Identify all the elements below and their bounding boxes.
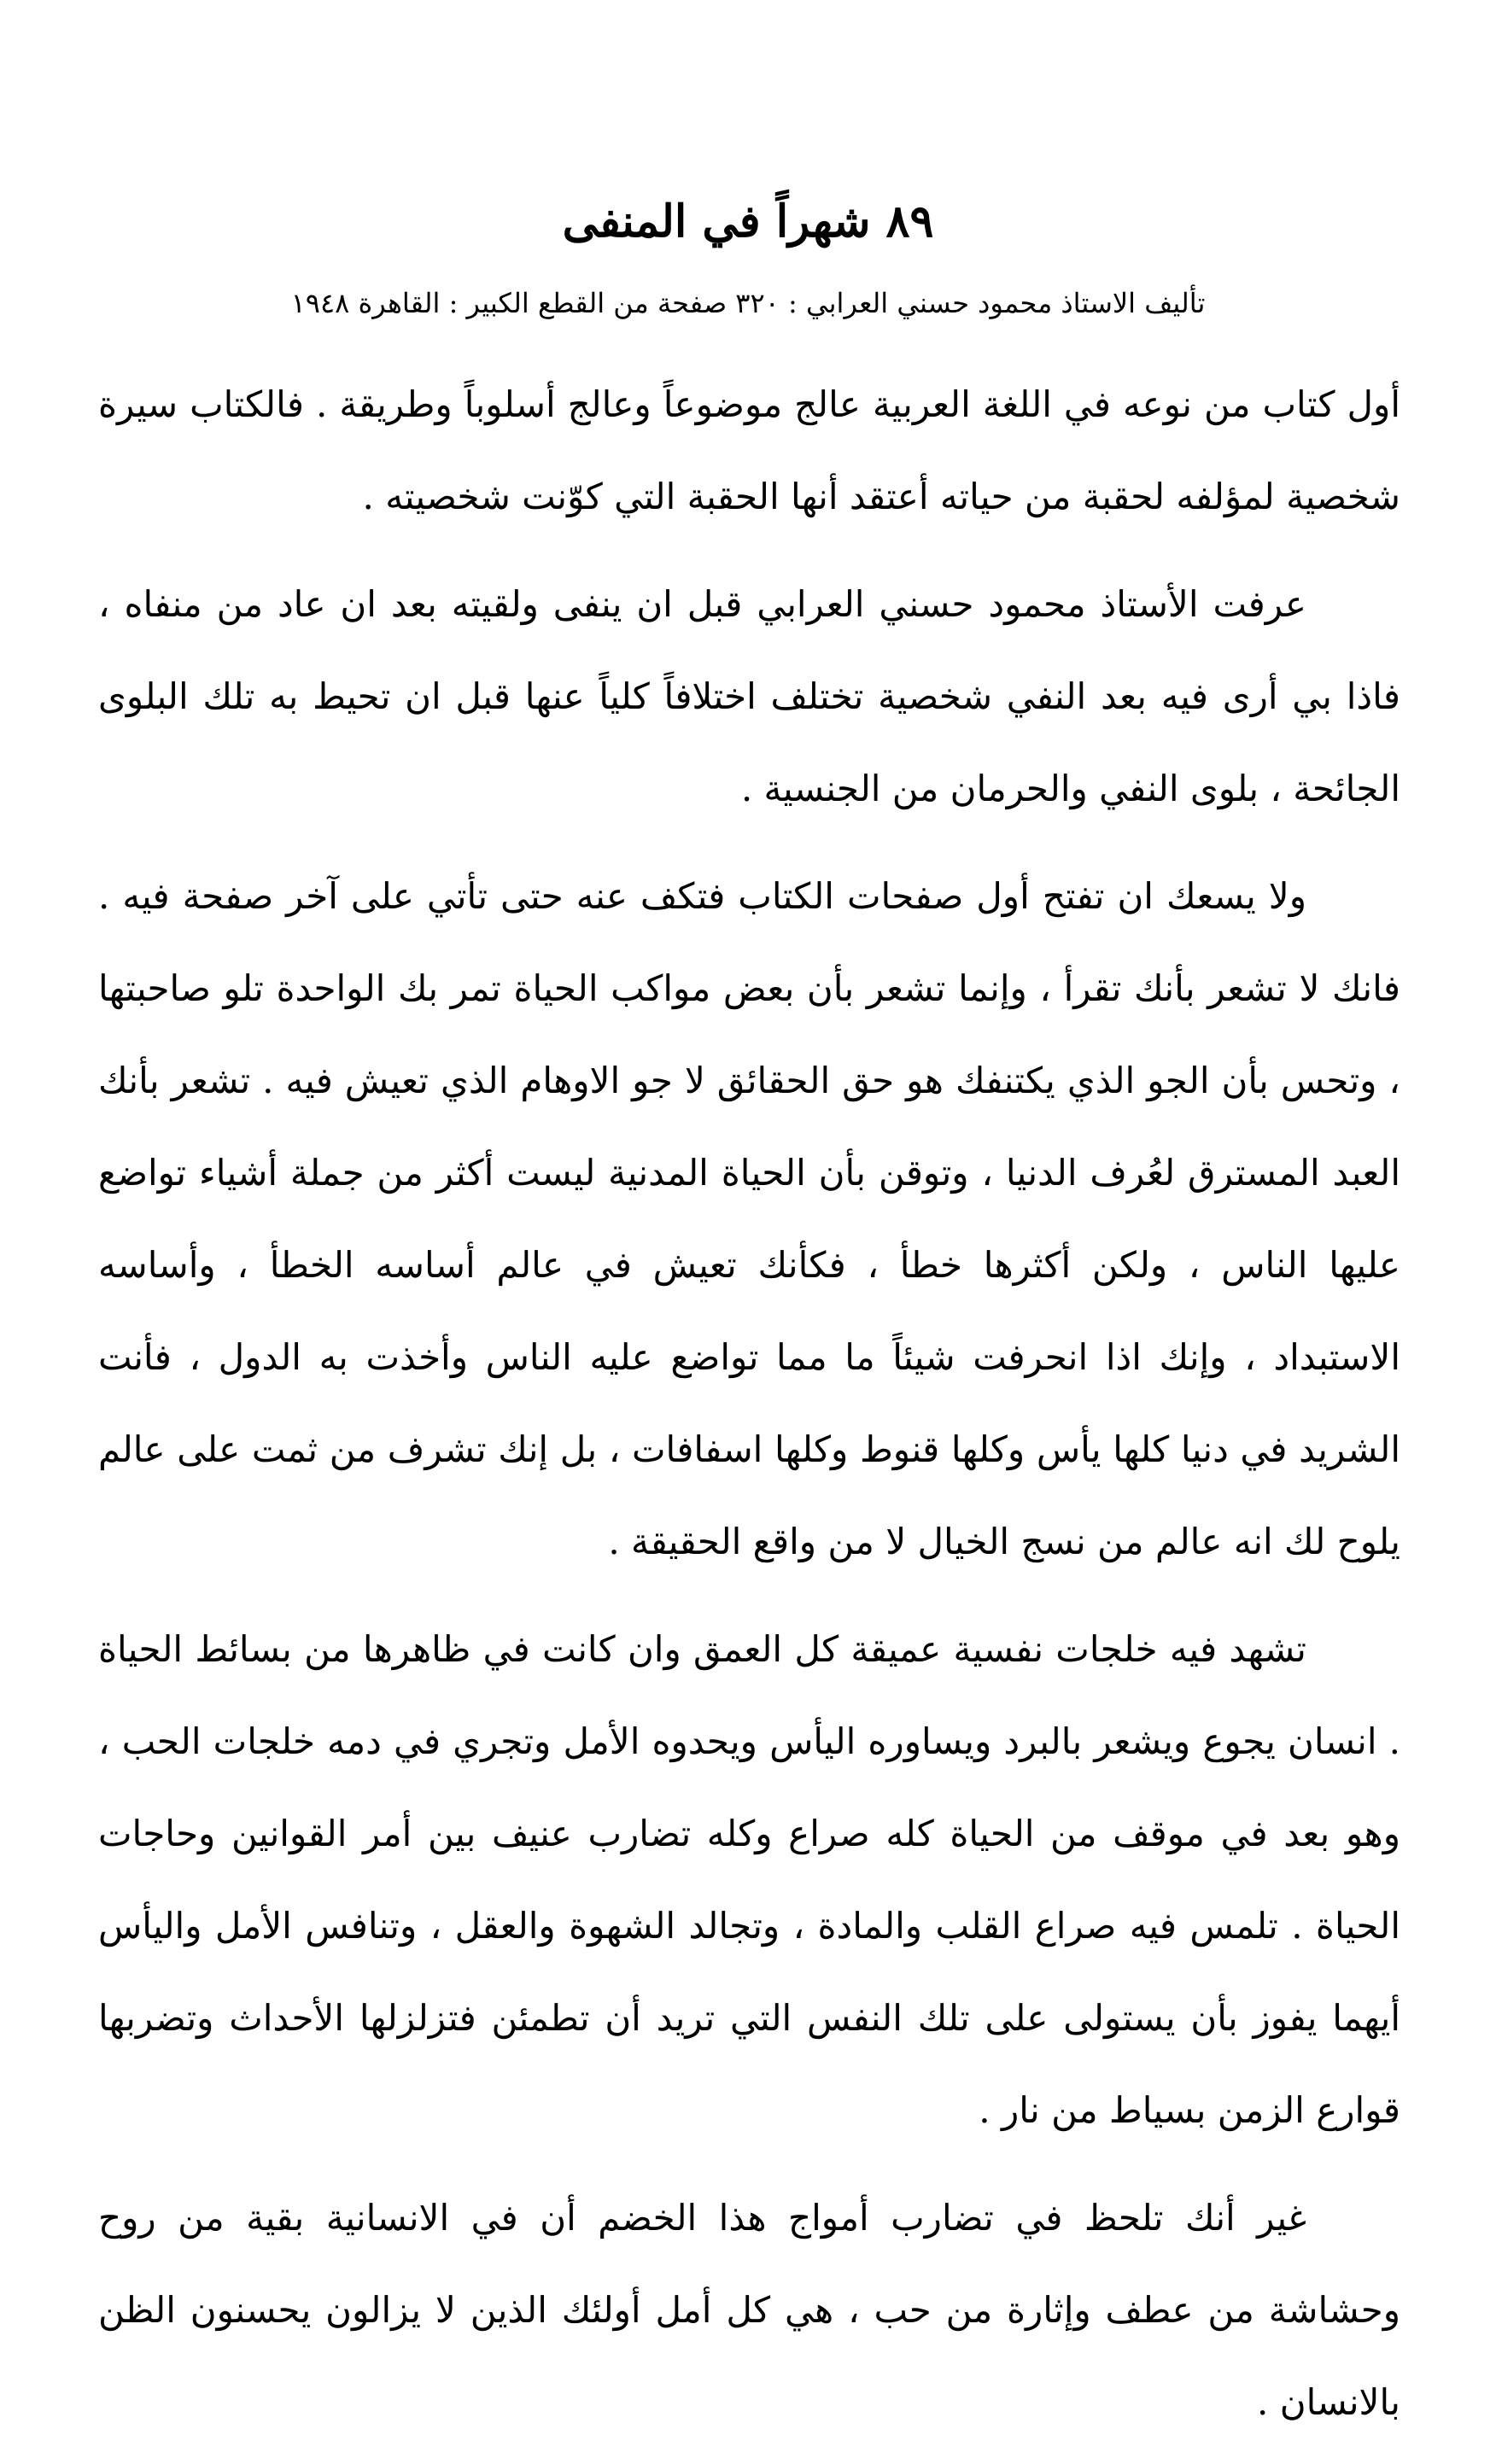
paragraph-3: ولا يسعك ان تفتح أول صفحات الكتاب فتكف عنه حتى تأتي على آخر صفحة فيه . فانك لا تشعر بأنك تقرأ ، وإنما تشعر بأن بعض مواكب الحياة تمر بك الواحدة تلو صاحبتها ، وتحس بأن الجو الذي يكتنفك هو حق الحقائق لا جو الاوهام الذي تعيش فيه . تشعر بأنك العبد المسترق لعُرف الدنيا ، وتوقن بأن الحياة المدنية ليست أكثر من جملة أشياء تواضع عليها الناس ، ولكن أكثرها خطأ ، فكأنك تعيش في عالم أساسه الخطأ ، وأساسه الاستبداد ، وإنك اذا انحرفت شيئاً ما مما تواضع عليه الناس وأخذت به الدول ، فأنت الشريد في دنيا كلها يأس وكلها قنوط وكلها اسفافات ، بل إنك تشرف من ثمت على عالم يلوح لك انه عالم من نسج الخيال لا من واقع الحقيقة . (98, 875, 1400, 1562)
paragraph-1: أول كتاب من نوعه في اللغة العربية عالج موضوعاً وعالج أسلوباً وطريقة . فالكتاب سيرة شخصية لمؤلفه لحقبة من حياته أعتقد أنها الحقبة التي كوّنت شخصيته . (98, 383, 1401, 517)
paragraph-2: عرفت الأستاذ محمود حسني العرابي قبل ان ينفى ولقيته بعد ان عاد من منفاه ، فاذا بي أرى فيه بعد النفي شخصية تختلف اختلافاً كلياً عنها قبل ان تحيط به تلك البلوى الجائحة ، بلوى النفي والحرمان من الجنسية . (98, 583, 1400, 809)
book-title: ٨٩ شهراً في المنفى (562, 196, 934, 248)
paragraph-5: غير أنك تلحظ في تضارب أمواج هذا الخضم أن في الانسانية بقية من روح وحشاشة من عطف وإثارة من حب ، هي كل أمل أولئك الذين لا يزالون يحسنون الظن بالانسان . (98, 2197, 1400, 2423)
paragraph-4: تشهد فيه خلجات نفسية عميقة كل العمق وان كانت في ظاهرها من بسائط الحياة . انسان يجوع ويشعر بالبرد ويساوره اليأس ويحدوه الأمل وتجري في دمه خلجات الحب ، وهو بعد في موقف من الحياة كله صراع وكله تضارب عنيف بين أمر القوانين وحاجات الحياة . تلمس فيه صراع القلب والمادة ، وتجالد الشهوة والعقل ، وتنافس الأمل واليأس أيهما يفوز بأن يستولى على تلك النفس التي تريد أن تطمئن فتزلزلها الأحداث وتضربها قوارع الزمن بسياط من نار . (98, 1628, 1401, 2131)
review-body (98, 359, 1400, 2464)
book-subtitle: تأليف الاستاذ محمود حسني العرابي : ٣٢٠ صفحة من القطع الكبير : القاهرة ١٩٤٨ (290, 287, 1206, 319)
